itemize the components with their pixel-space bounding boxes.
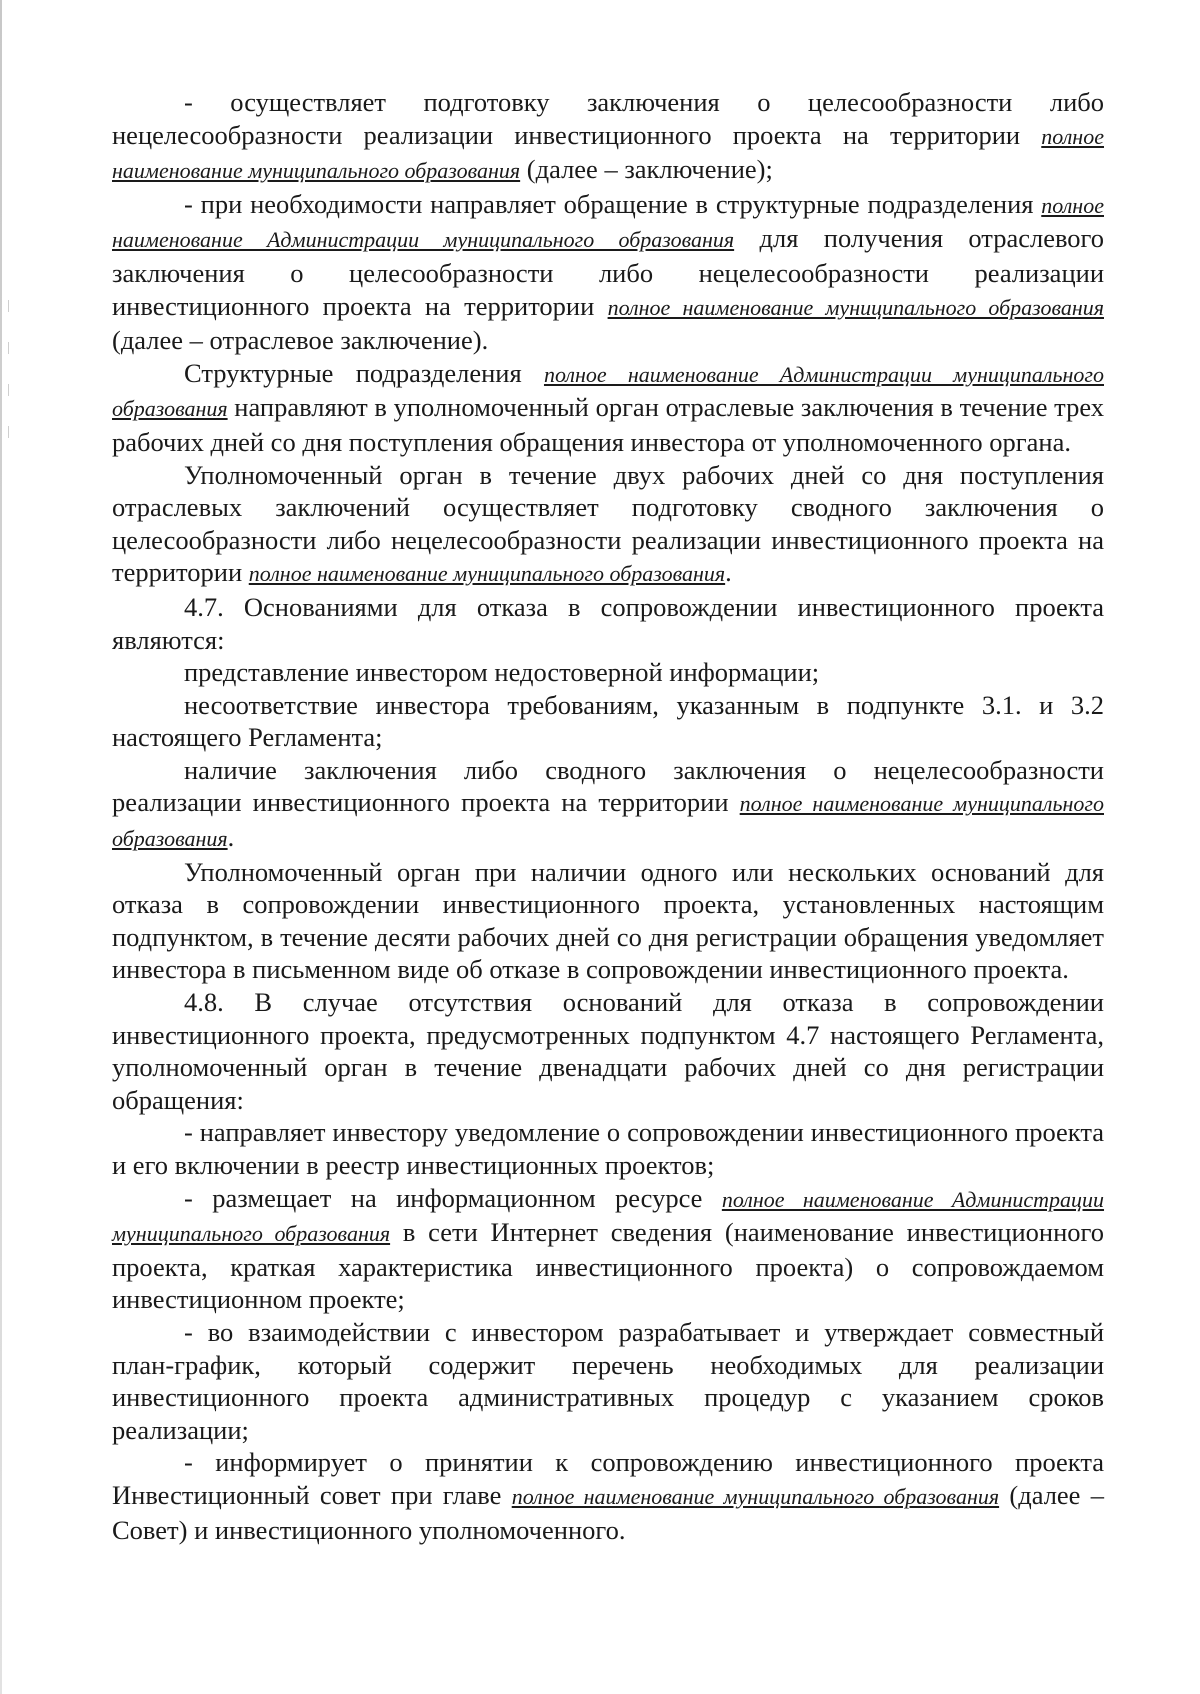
scan-mark bbox=[8, 300, 9, 312]
scan-edge bbox=[0, 0, 2, 1694]
paragraph bbox=[112, 754, 1104, 856]
text: . bbox=[227, 822, 235, 853]
text: в сети Интернет сведения (наименование инвестиционного проекта, краткая характеристика инвестиционного проекта) о сопровождаемом инвестиционном проекте; bbox=[112, 1217, 1104, 1315]
placeholder-text: полное наименование муниципального образования bbox=[607, 294, 1104, 320]
text: Уполномоченный орган в течение двух рабочих дней со дня поступления отраслевых заключений осуществляет подготовку сводного заключения о целесообразности либо нецелесообразности реализации инвестиционного проекта на территории bbox=[112, 459, 1104, 588]
paragraph: несоответствие инвестора требованиям, указанным в подпункте 3.1. и 3.2 настоящего Регламента; bbox=[112, 689, 1104, 753]
paragraph: 4.7. Основаниями для отказа в сопровождении инвестиционного проекта являются: bbox=[112, 591, 1104, 655]
scan-mark bbox=[8, 342, 9, 354]
paragraph bbox=[112, 459, 1104, 591]
paragraph: представление инвестором недостоверной информации; bbox=[184, 657, 820, 688]
paragraph bbox=[112, 188, 1104, 357]
text: - информирует о принятии к сопровождению инвестиционного проекта Инвестиционный совет при главе bbox=[112, 1447, 1104, 1510]
placeholder-text: полное наименование муниципального образования bbox=[248, 561, 726, 587]
placeholder-text: полное наименование муниципального образования bbox=[511, 1483, 1000, 1509]
paragraph bbox=[112, 86, 1104, 188]
text: (далее – отраслевое заключение). bbox=[112, 325, 489, 356]
paragraph: Уполномоченный орган при наличии одного или нескольких оснований для отказа в сопровождении инвестиционного проекта, установленных настоящим подпунктом, в течение десяти рабочих дней со дня регистрации обращения уведомляет инвестора в письменном виде об отказе в сопровождении инвестиционного проекта. bbox=[112, 856, 1104, 985]
text: (далее – заключение); bbox=[520, 154, 773, 185]
placeholder-text: полное наименование Администрации муниципального образования bbox=[112, 361, 1104, 422]
paragraph bbox=[112, 1446, 1104, 1546]
text: - осуществляет подготовку заключения о целесообразности либо нецелесообразности реализации инвестиционного проекта на территории bbox=[112, 87, 1104, 150]
paragraph: - направляет инвестору уведомление о сопровождении инвестиционного проекта и его включении в реестр инвестиционных проектов; bbox=[112, 1117, 1104, 1180]
scan-mark bbox=[8, 426, 9, 438]
text: (далее – Совет) и инвестиционного уполномоченного. bbox=[112, 1479, 1104, 1545]
text: наличие заключения либо сводного заключения о нецелесообразности реализации инвестиционного проекта на территории bbox=[112, 754, 1104, 818]
paragraph: - во взаимодействии с инвестором разрабатывает и утверждает совместный план-график, который содержит перечень необходимых для реализации инвестиционного проекта административных процедур с указанием сроков реализации; bbox=[112, 1316, 1104, 1445]
paragraph bbox=[112, 1182, 1104, 1316]
text: Структурные подразделения bbox=[184, 357, 544, 388]
text: - при необходимости направляет обращение в структурные подразделения bbox=[184, 188, 1042, 219]
text: . bbox=[725, 557, 732, 588]
paragraph bbox=[112, 357, 1104, 459]
placeholder-text: полное наименование Администрации муниципального образования bbox=[112, 192, 1104, 253]
placeholder-text: полное наименование муниципального образования bbox=[112, 123, 1104, 184]
scan-mark bbox=[8, 384, 9, 396]
document-page bbox=[112, 86, 1104, 1546]
paragraph: 4.8. В случае отсутствия оснований для отказа в сопровождении инвестиционного проекта, предусмотренных подпунктом 4.7 настоящего Регламента, уполномоченный орган в течение двенадцати рабочих дней со дня регистрации обращения: bbox=[112, 987, 1104, 1115]
text: - размещает на информационном ресурсе bbox=[184, 1182, 722, 1213]
placeholder-text: полное наименование муниципального образования bbox=[112, 791, 1104, 852]
text: для получения отраслевого заключения о целесообразности либо нецелесообразности реализации инвестиционного проекта на территории bbox=[112, 223, 1105, 321]
placeholder-text: полное наименование Администрации муниципального образования bbox=[112, 1186, 1105, 1247]
text: направляют в уполномоченный орган отраслевые заключения в течение трех рабочих дней со дня поступления обращения инвестора от уполномоченного органа. bbox=[112, 392, 1104, 457]
